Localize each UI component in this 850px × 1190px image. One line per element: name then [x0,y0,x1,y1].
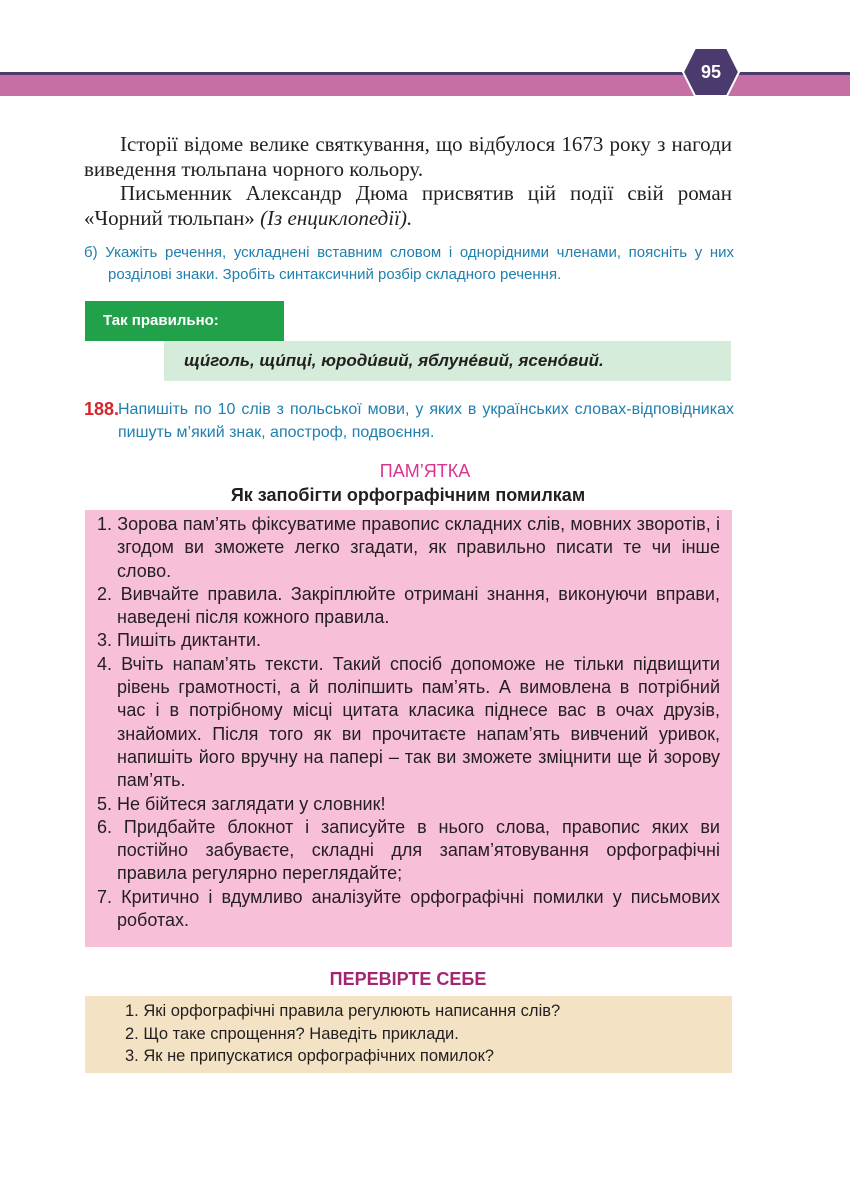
memo-subtitle: Як запобігти орфографічним помилкам [230,485,586,505]
correct-spelling-words: щи́голь, щи́пці, юроди́вий, яблуне́вий, ясено́вий. [164,341,731,381]
intro-paragraph-1-text: Історії відоме велике святкування, що відбулося 1673 року з нагоди виведення тюльпана чорного кольору. [84,132,732,181]
memo-item: 1. Зорова пам’ять фіксуватиме правопис складних слів, мовних зворотів, і згодом ви зможете легко згадати, як правильно писати те чи інше слово. [97,514,720,581]
source-note: (Із енциклопедії). [260,206,413,230]
correct-spelling-label: Так правильно: [85,301,284,341]
intro-paragraph-1 [84,132,732,182]
memo-item: 4. Вчіть напам’ять тексти. Такий спосіб допоможе не тільки підвищити рівень грамотності, а й поліпшить пам’ять. А вимовлена в потрібний час і в потрібному місці цитата класика піднесе вас в очах друзів, знайомих. Після того як ви прочитаєте напам’ять вивчений уривок, напишіть його вручну на папері – так ви зможете зміцнити ще й зорову пам’ять. [97,653,720,791]
check-yourself-title: ПЕРЕВІРТЕ СЕБЕ [329,969,487,989]
task-b: б) Укажіть речення, ускладнені вставним словом і однорідними членами, поясніть у них розділові знаки. Зробіть синтаксичний розбір складного речення. [84,244,734,283]
check-questions-list [125,1000,732,1068]
memo-box [85,510,732,947]
exercise-text: Напишіть по 10 слів з польської мови, у яких в українських словах-відповідниках пишуть м’який знак, апостроф, подвоєння. [118,401,734,441]
memo-item: 7. Критично і вдумливо аналізуйте орфографічні помилки у письмових роботах. [97,886,720,931]
check-question: 3. Як не припускатися орфографічних помилок? [125,1047,494,1065]
check-yourself-box [85,996,732,1073]
exercise-188 [84,398,734,444]
memo-item: 3. Пишіть диктанти. [97,630,261,651]
check-question: 1. Які орфографічні правила регулюють написання слів? [125,1002,561,1020]
intro-paragraph-2 [84,181,732,231]
memo-title: ПАМ’ЯТКА [379,461,471,481]
memo-item: 2. Вивчайте правила. Закріплюйте отримані знання, виконуючи вправи, наведені після кожного правила. [97,583,720,628]
exercise-number: 188. [84,399,120,419]
memo-item: 6. Придбайте блокнот і записуйте в нього слова, правопис яких ви постійно забуваєте, складні для запам’ятовування орфографічні правила регулярно переглядайте; [97,816,720,884]
intro-paragraph-2-text: Письменник Александр Дюма присвятив цій події свій роман «Чорний тюльпан» [84,181,732,230]
memo-list [97,513,720,932]
page-number: 95 [700,62,722,82]
check-question: 2. Що таке спрощення? Наведіть приклади. [125,1024,459,1043]
memo-item: 5. Не бійтеся заглядати у словник! [97,793,386,814]
